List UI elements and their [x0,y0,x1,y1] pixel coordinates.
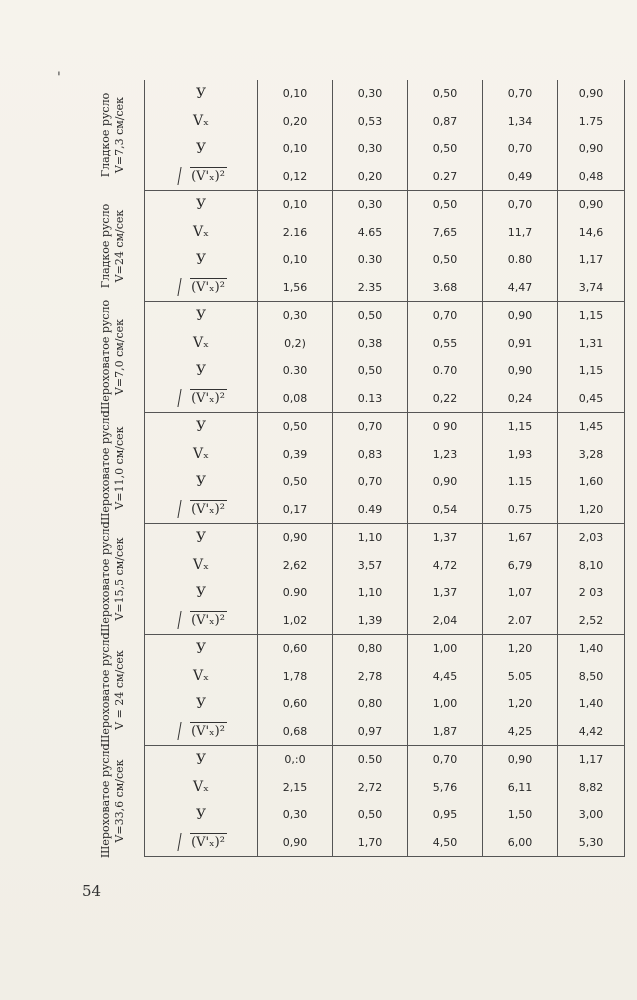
value-cell: 0,60 [258,635,333,663]
value-cell: 4,50 [408,829,483,857]
value-cell: 7,65 [408,219,483,247]
table-row [82,746,625,774]
row-symbol: Vₓ [192,335,210,352]
group-label [99,93,127,177]
row-symbol: У [195,529,207,546]
table-row [82,385,625,413]
group-label-velocity: V=7,3 см/сек [113,97,126,174]
table-row [82,801,625,829]
row-symbol-cell [145,663,258,691]
value-cell: 0,55 [408,330,483,358]
value-cell: 6,11 [483,774,558,802]
row-symbol-cell [145,357,258,385]
value-cell: 0,70 [333,468,408,496]
value-cell: 1,70 [333,829,408,857]
value-cell: 0,54 [408,496,483,524]
table-row [82,330,625,358]
value-cell: 2,62 [258,552,333,580]
value-cell: 6,00 [483,829,558,857]
sqrt-symbol: (V'ₓ)² [177,502,225,517]
value-cell: 0,50 [408,80,483,108]
row-symbol-cell [145,385,258,413]
value-cell: 4.65 [333,219,408,247]
value-cell: 1,17 [558,746,625,774]
group-label-channel: Шероховатое русло [99,410,112,526]
group-label [99,522,127,636]
value-cell: 0,70 [483,80,558,108]
row-symbol: У [195,251,207,268]
page-number: 54 [82,882,102,900]
value-cell: 2,04 [408,607,483,635]
table-row [82,690,625,718]
value-cell: 1,15 [558,302,625,330]
value-cell: 0.49 [333,496,408,524]
value-cell: 4,42 [558,718,625,746]
value-cell: 1,17 [558,246,625,274]
value-cell: 0,87 [408,108,483,136]
value-cell: 0,90 [258,524,333,552]
sqrt-symbol: (V'ₓ)² [177,835,225,850]
value-cell: 0,95 [408,801,483,829]
group-label [99,411,127,525]
row-symbol-cell [145,524,258,552]
table-row [82,468,625,496]
value-cell: 1,23 [408,441,483,469]
row-symbol-cell [145,829,258,857]
value-cell: 0,22 [408,385,483,413]
value-cell: 3,57 [333,552,408,580]
value-cell: 1,60 [558,468,625,496]
value-cell: 1,20 [483,635,558,663]
row-symbol: У [195,362,207,379]
value-cell: 2,15 [258,774,333,802]
row-symbol-cell [145,441,258,469]
row-symbol-cell [145,690,258,718]
value-cell: 4,25 [483,718,558,746]
group-label-cell [82,632,145,748]
value-cell: 0,90 [558,135,625,163]
sqrt-symbol: (V'ₓ)² [177,391,225,406]
row-symbol: Vₓ [192,446,210,463]
value-cell: 1,78 [258,663,333,691]
group-label-cell [82,521,145,637]
data-table [82,80,625,857]
value-cell: 2.16 [258,219,333,247]
value-cell: 0,2) [258,330,333,358]
table-row [82,302,625,330]
table-row [82,357,625,385]
value-cell: 0,10 [258,80,333,108]
value-cell: 0,39 [258,441,333,469]
row-symbol: Vₓ [192,668,210,685]
value-cell: 0,50 [408,191,483,219]
value-cell: 0,90 [558,191,625,219]
row-symbol: У [195,473,207,490]
row-symbol: У [195,584,207,601]
value-cell: 2,78 [333,663,408,691]
value-cell: 0,50 [258,468,333,496]
value-cell: 0.50 [333,746,408,774]
value-cell: 0,20 [333,163,408,191]
row-symbol-cell [145,635,258,663]
value-cell: 2.07 [483,607,558,635]
value-cell: 0,45 [558,385,625,413]
value-cell: 1,07 [483,579,558,607]
value-cell: 0,90 [408,468,483,496]
table-row [82,108,625,136]
value-cell: 1,00 [408,690,483,718]
row-symbol-cell [145,274,258,302]
value-cell: 8,10 [558,552,625,580]
table-row [82,441,625,469]
value-cell: 0,49 [483,163,558,191]
row-symbol: Vₓ [192,113,210,130]
row-symbol-cell [145,135,258,163]
value-cell: 0,70 [408,746,483,774]
value-cell: 1,40 [558,690,625,718]
value-cell: 1,39 [333,607,408,635]
value-cell: 11,7 [483,219,558,247]
group-label-channel: Шероховатое русло [99,521,112,637]
value-cell: 1,15 [558,357,625,385]
row-symbol-cell [145,80,258,108]
value-cell: 0,70 [483,135,558,163]
value-cell: 0,48 [558,163,625,191]
value-cell: 0.27 [408,163,483,191]
row-symbol-cell [145,774,258,802]
value-cell: 2.35 [333,274,408,302]
value-cell: 0,10 [258,191,333,219]
group-label-cell [82,299,145,415]
table-row [82,413,625,441]
value-cell: 0,08 [258,385,333,413]
value-cell: 0,83 [333,441,408,469]
table-row [82,135,625,163]
value-cell: 0,90 [483,302,558,330]
row-symbol: У [195,640,207,657]
value-cell: 1,15 [483,413,558,441]
row-symbol-cell [145,302,258,330]
group-label-channel: Гладкое русло [99,203,112,289]
value-cell: 5.05 [483,663,558,691]
value-cell: 0,50 [408,246,483,274]
value-cell: 0.80 [483,246,558,274]
table-row [82,774,625,802]
row-symbol-cell [145,718,258,746]
value-cell: 1,20 [483,690,558,718]
value-cell: 2 03 [558,579,625,607]
group-label-cell [82,80,145,191]
value-cell: 8,50 [558,663,625,691]
value-cell: 0,90 [258,829,333,857]
value-cell: 0,70 [483,191,558,219]
value-cell: 0.30 [333,246,408,274]
value-cell: 0,38 [333,330,408,358]
value-cell: 5,30 [558,829,625,857]
value-cell: 0,24 [483,385,558,413]
row-symbol-cell [145,468,258,496]
value-cell: 1.75 [558,108,625,136]
value-cell: 0,30 [333,80,408,108]
table-row [82,829,625,857]
value-cell: 1,40 [558,635,625,663]
value-cell: 0,30 [333,191,408,219]
value-cell: 4,45 [408,663,483,691]
row-symbol-cell [145,746,258,774]
row-symbol-cell [145,246,258,274]
value-cell: 0,12 [258,163,333,191]
row-symbol: У [195,695,207,712]
value-cell: 1,87 [408,718,483,746]
value-cell: 0,50 [408,135,483,163]
value-cell: 3.68 [408,274,483,302]
value-cell: 0,53 [333,108,408,136]
value-cell: 1,93 [483,441,558,469]
value-cell: 4,72 [408,552,483,580]
value-cell: 4,47 [483,274,558,302]
row-symbol: У [195,140,207,157]
table-row [82,496,625,524]
row-symbol: У [195,196,207,213]
row-symbol-cell [145,108,258,136]
table-row [82,163,625,191]
group-label-velocity: V=7,0 см/сек [113,318,126,396]
group-label-cell [82,191,145,302]
value-cell: 0,10 [258,135,333,163]
row-symbol: У [195,85,207,102]
row-symbol-cell [145,801,258,829]
value-cell: 0,10 [258,246,333,274]
value-cell: 0.75 [483,496,558,524]
value-cell: 1,56 [258,274,333,302]
value-cell: 0,68 [258,718,333,746]
row-symbol: Vₓ [192,224,210,241]
table-row [82,246,625,274]
value-cell: 2,72 [333,774,408,802]
group-label-cell [82,743,145,859]
value-cell: 1,45 [558,413,625,441]
row-symbol: У [195,751,207,768]
group-label-velocity: V=33,6 см/сек [113,759,126,843]
value-cell: 0,97 [333,718,408,746]
value-cell: 2,03 [558,524,625,552]
table-row [82,718,625,746]
sqrt-symbol: (V'ₓ)² [177,724,225,739]
group-label-velocity: V = 24 см/сек [113,650,126,730]
value-cell: 0,90 [483,357,558,385]
value-cell: 0,50 [333,801,408,829]
value-cell: 0,70 [408,302,483,330]
table-row [82,274,625,302]
group-label-velocity: V=24 см/сек [113,209,126,283]
value-cell: 0,20 [258,108,333,136]
value-cell: 1,10 [333,579,408,607]
value-cell: 3,00 [558,801,625,829]
group-label-velocity: V=15,5 см/сек [113,537,126,621]
value-cell: 1,67 [483,524,558,552]
row-symbol-cell [145,579,258,607]
value-cell: 1,00 [408,635,483,663]
table-row [82,663,625,691]
group-label-cell [82,410,145,526]
value-cell: 0.70 [408,357,483,385]
value-cell: 0,50 [333,302,408,330]
value-cell: 3,28 [558,441,625,469]
table-row [82,552,625,580]
group-label-channel: Шероховатое русло [99,299,112,415]
group-label [99,300,127,414]
value-cell: 1,20 [558,496,625,524]
row-symbol-cell [145,163,258,191]
value-cell: 0,50 [258,413,333,441]
value-cell: 1,10 [333,524,408,552]
row-symbol-cell [145,191,258,219]
row-symbol: У [195,806,207,823]
value-cell: 2,52 [558,607,625,635]
value-cell: 1,02 [258,607,333,635]
value-cell: 0,30 [333,135,408,163]
value-cell: 0,17 [258,496,333,524]
value-cell: 1,37 [408,579,483,607]
value-cell: 6,79 [483,552,558,580]
group-label-channel: Гладкое русло [99,93,112,178]
row-symbol: Vₓ [192,557,210,574]
value-cell: 0,80 [333,635,408,663]
row-symbol-cell [145,552,258,580]
value-cell: 0,90 [558,80,625,108]
table-row [82,607,625,635]
value-cell: 0,90 [483,746,558,774]
value-cell: 5,76 [408,774,483,802]
value-cell: 1,50 [483,801,558,829]
value-cell: 0,30 [258,302,333,330]
row-symbol-cell [145,330,258,358]
table-row [82,191,625,219]
value-cell: 0.90 [258,579,333,607]
value-cell: 0,80 [333,690,408,718]
value-cell: 14,6 [558,219,625,247]
group-label-channel: Шероховатое русло [99,632,112,748]
table-row [82,524,625,552]
group-label [99,744,127,858]
row-symbol-cell [145,219,258,247]
value-cell: 0,:0 [258,746,333,774]
value-cell: 1,31 [558,330,625,358]
value-cell: 0,91 [483,330,558,358]
value-cell: 0.13 [333,385,408,413]
table-row [82,635,625,663]
group-label [99,204,127,288]
value-cell: 0,60 [258,690,333,718]
table-row [82,579,625,607]
value-cell: 1,37 [408,524,483,552]
margin-mark: ' [57,70,61,86]
value-cell: 0.30 [258,357,333,385]
sqrt-symbol: (V'ₓ)² [177,169,225,184]
group-label [99,633,127,747]
value-cell: 0,50 [333,357,408,385]
row-symbol: У [195,418,207,435]
table-row [82,80,625,108]
value-cell: 0 90 [408,413,483,441]
sqrt-symbol: (V'ₓ)² [177,280,225,295]
row-symbol-cell [145,413,258,441]
value-cell: 1,34 [483,108,558,136]
row-symbol-cell [145,607,258,635]
row-symbol-cell [145,496,258,524]
table-row [82,219,625,247]
value-cell: 8,82 [558,774,625,802]
row-symbol: У [195,307,207,324]
row-symbol: Vₓ [192,779,210,796]
value-cell: 1.15 [483,468,558,496]
group-label-channel: Шероховатое русло [99,743,112,859]
value-cell: 0,70 [333,413,408,441]
group-label-velocity: V=11,0 см/сек [113,426,126,510]
value-cell: 3,74 [558,274,625,302]
sqrt-symbol: (V'ₓ)² [177,613,225,628]
value-cell: 0,30 [258,801,333,829]
